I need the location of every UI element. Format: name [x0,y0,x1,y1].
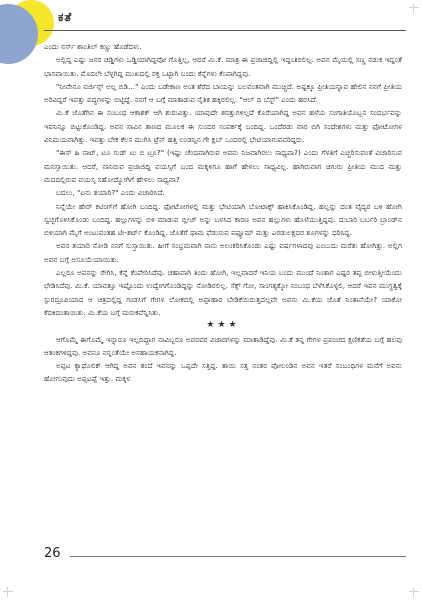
paragraph: ಮಿ.ಕೆ ಜೊತೆಗಿನ ಈ ಸಂಬಂಧ ಆಕಾಶಕ್ ಆಗಿ ಶುರುವಿತ್ತು. ಯಾವುದೇ ಶರತ್ತುಗಳಿಲ್ಲದೆ ಕೊರೆಯಾಗಿದ್ದ ಅವನ ಹಳೆಯ ಸಂಗಾತಿಯೊಬ್ಬನ ಸಂದರ್ಭವನ್ನು ಇವನಿನ್ನೂ ಬಿಟ್ಟುಕೊಂಡಿದ್ದ. ಅವನ ಸಾವಿನ ತಾಣದ ಮೂಲಕ ಈ ಸುಂದರ ಸಂಪರ್ಕಕ್ಕೆ ಬಂದಿದ್ದ. ಒಂದೆರಡು ವಾರ ಬಿಗಿ ಸಂದೇಶಗಳು ಮತ್ತು ಫೋಟೋಗಳ ವಿನಿಮಯವಾಗಿತ್ತು. ಇವತ್ತು ಬೇಕ ಕೆಲಸ ಮುಗಿಸಿ ಟ್ರೆನ್ ಹತ್ತಿ ಲಂಡನ್ನಿನ ಗೇ ಕ್ಲಬ್ ಒಂದರಲ್ಲಿ ಭೇಟಿಯಾಗುವವರಿದ್ದರು. [44,108,402,145]
section-divider: ★★★ [206,320,240,331]
crop-mark-bottom-right [409,587,419,597]
paragraph: ನಿನ್ನೆಯೇ ಹೇರ್ ಕಟಿಂಗ್‌ಗೆ ಹೋಗಿ ಬಂದಿದ್ದ. ಫೋಟೋಗಳಲ್ಲಿ ಮತ್ತು ಭೇಟಿಯಾಗಿ ಬೋಟಾಕ್ಸ್ ಹಾಕಿಸಿಕೊಂಡಿದ್ದ. ಹಲ್ಲನ್ನು ದಂತ ವೈದ್ಯರ ಬಳಿ ಹೋಗಿ ಸ್ವಚ್ಛಗೊಳಿಸಿಕೊಂಡು ಬಂದಿದ್ದ. ಹಲ್ಲುಗಳನ್ನು ಬಿಳಿ ಮಾಡುವ ಬ್ಲೀಚ್ ಅನ್ನು ಬಳಸಿದ ಕಾರಣ ಅವನ ಹಲ್ಲುಗಳು ಹೊಳೆಯುತ್ತಿದ್ದವು. ದುಬಾರಿ ಬರ್ಬರಿ ಬ್ರಾಂಡ್‌ನ ಬಿಳಿಯಾಗಿ ಮೈಗೆ ಅಂಟುವಂತಹ ಟೀ-ಶರ್ಟ್ ಕೊಂಡಿದ್ದ. ಜೊತೆಗೆ ಥಾಮ ಫೆಡುಸುವ ಪಫ್ಯೂಮ್ ಮತ್ತು ಎರಡುಲಕ್ಷದರ ಶೂಗಳನ್ನು ಧರಿಸಿದ್ದ. [44,201,402,238]
paragraph: ಅವನ ತಯಾರಿ ನೋಡಿ ನನಗೆ ಸುಸ್ತಾಯಿತು. ಹೀಗೆ ಸಂಭ್ರಮವಾಗಿ ನಾನು ಅಲಂಕರಿಸಿಕೊಂಡು ಎಷ್ಟು ವರ್ಷಗಳಾದವು ಎಂಬುದು ಮರೆತು ಹೋಗಿತ್ತು. ಅಲ್ಲಿಗ ಅವನ ಬಗ್ಗೆ ಅಸೂಯೆಯಾಯಿತು. [44,241,402,264]
paragraph: ಬದಲು, "ಏನು ತಯಾರಿ?" ಎಂದು ವಿಚಾರಿಸಿದೆ. [56,188,165,198]
crop-mark-bottom-left [3,587,13,597]
paragraph: ಆಗೊಮ್ಮೆ ಈಗೊಮ್ಮೆ ಇನ್ನಾರೂ ಇಲ್ಲದಿದ್ದಾಗ ನಾವಿಬ್ಬರೂ ಅವರವರ ವಿಚಾರಗಳನ್ನು ಮಾತಾಡಿದ್ದೆವು. ಮಿ.ಕೆ ತನ್ನ ಗೇಗಳ ಪ್ರಪಂಚದ ಕ್ಷಣಿಕತೆಯ ಬಗ್ಗೆ ಹಲವು ಆತಂಕಗಳಿದ್ದವು. ಅವನೂ ನನ್ನಂತೆಯೇ ಅಸಹಾಯಕನಾಗಿದ್ದ. [44,334,402,357]
footer-rule [70,556,406,557]
paragraph: ಎಲ್ಲರೂ ಅವನನ್ನು ರೇಗಿಸಿ, ಕೆನ್ನೆ ಕೆಂಪೇರಿಸಿದೆವು. ಚಹಾವಾಗಿ ತಿಂದು ಹೋಗಿ, ಇಲ್ಲವಾದರೆ ಇನಿಯ ಬಂದು ಮುಂದೆ ನಿಂತಾಗ ಎಷ್ಟರ ತಪ್ಪ ಬೀಳುತ್ತೀಯೆಂದು ಛೇಡಿಸಿದೆವು. ಮಿ.ಕೆ. ಯಾವತ್ತೂ ಇಷ್ಟೊಂದು ಉದ್ವೇಗಗೊಂಡಿದ್ದನ್ನು ನೋಡಿರಲಿಲ್ಲ. ಸೆಕ್ಸ್ ಗೋ, ಸಾಂಗತ್ಯಕ್ಕೋ ಸಂಬಂಧ ಬೆಳೆಸಿಕೊಳ್ಳಲಿ, ಆದರೆ ಇವನ ಮುಗ್ಧತ್ವಕ್ಕೆ ಸ್ಪುರದ್ರೂಪಿಯಾದ ಆ ಚಿತ್ರದಲ್ಲಿದ್ದ ಗಂಡಸಿಗೆ ಗೇಗಳ ಲೋಕದಲ್ಲಿ ಅಪ್ಪಾಹಾರ ಬೇಡಿಕೆಯಿರುತ್ತದಲ್ಲವೇ ಅವನು ಮಿ.ಕೆಯ ಜೊತೆ ನಿಂತಾನೆಯೇ? ಯಾಕೋ ಕೆದಕಿದಂತಾಯಿತು. ಮಿ.ಕೆಯ ಬಗ್ಗೆ ಮರುಕವೆನ್ನಿಸಿತು. [44,268,402,317]
paragraph: "ನೀವೇನೂ ವರ್ಜಿನ್ಸ್ ಅಲ್ಲ ಬಿಡಿ…" ಎಂದು ಬಡೇಕಾಣ ಅಂತ ಶೆರೆದ ಬಾಯನ್ನು ಬಲವಂತವಾಗಿ ಮುಚ್ಚಿದೆ. ಅಷ್ಟಕ್ಕೂ ಪ್ರೀತಿಯನ್ನಾವ ಹೇಲಿನ ನನಗೆ ಪ್ರೀತಿಯ ಅರಿವಿದ್ದರೆ ಇವತ್ತು ಪದ್ಧಗಳನ್ನು ಬಿಟ್ಟಿದ್ದೆ. ನನಗೆ ಆ ಬಗ್ಗೆ ಮಾತಾಡುವ ನೈತಿಕ ಹಕ್ಕಿರಲಿಲ್ಲ. "ಆಲ್ ದಿ ಬೆಸ್ಟ್" ಎಂದು ಹರಸಿದೆ. [44,81,402,105]
paragraph: "ಈಸ್ ಹಿ ನಾಟ್, ಟೂ ಗುಡ್ ಟು ಬಿ ಟ್ರೂ?" (ಇಷ್ಟು ಚೆಂದವಾಗಿರುವ ಅವನು ನಿಜವಾಗಿರಲು ಸಾಧ್ಯವಾ?) ಎಂದು ಗೆಳತಿಗೆ ಎಚ್ಚರಿಸುವಂತೆ ವಿಚಾರಿಸುವ ಮನಸ್ಸಾಯಿತು. ಆದರೆ, ನಾನಿರುವ ಪ್ರಜಾಜಿದ್ದಿ ವಯಸ್ಸಿಗೆ ಬಂದ ಮಕ್ಕಳಿಗೂ ಹಾಗೆ ಹೇಳಲು ಸಾಧ್ಯವಿಲ್ಲ. ಹಾಗಿರುವಾಗ ಚಿಗುರು ಪ್ರೀತಿಯ ಮುದ ಮತ್ತು ಮದದಲ್ಲಿರುವ ವಯಸ್ಕ ಸಹೋದ್ಯೋಗಿಗೆ ಹೇಳಲು ಸಾಧ್ಯವಾ? [44,148,402,184]
paragraph: ಅಪ್ಪಟ ಕ್ಯಾಥೊಲಿಕ್ ಆಗಿದ್ದ ಅವನ ತಂದೆ ಇವನನ್ನು ಒಪ್ಪದೇ ಸತ್ತಿದ್ದ. ತಾಯಿ ಸತ್ತ ನಂತರ ಪೋಲಂಡಿನ ಅವನ ಇತರೆ ಸಂಬಂಧಿಗಳ ಮನೆಗೆ ಅವನು ಹೋಗುವುದು ಅಪ್ಪಟಪ್ಪೆ ಇತ್ತು. ಮಕ್ಕಳ [44,361,402,384]
page-number: 26 [44,546,61,561]
header-rule [44,30,406,31]
paragraph: ಎಂದು ನರ್ಸ್ ಶಾಂತಿಲ್ ಕಣ್ಣು ಹೊಡೆದಳು. [44,42,142,51]
paragraph: ಅಲ್ಲಿದ್ದ ಎಷ್ಟು ಜನರ ಚಿಡ್ಡಿಗಳು ಒಡ್ಡಿಯಾಗಿದ್ದವೋ ಗೊತ್ತಿಲ್ಲ, ಆದರೆ ಮಿ.ಕೆ. ಮಾತ್ರ ಈ ಪ್ರಜಾಜಿದ್ದಿಲ್ಲಿ ಇದ್ದಂತಿರಲಿಲ್ಲ. ಅವನ ಮೈಯಲ್ಲಿ ಸಣ್ಣ ನಡುಕ ಇದ್ದಂತೆ ಭಾಸವಾಯಿತು. ಮೊದಲೇ ಬೆಳ್ಳಗಿದ್ದ ಮುಖದಲ್ಲಿ ರಕ್ತ ಒಟ್ಟಾಗಿ ಬಂದು ಕೆನ್ನೆಗಳು ಕೆಂಪಾಗಿದ್ದವು. [44,55,402,78]
crop-mark-top-right [409,3,419,13]
section-title: ಕತೆ [58,10,73,24]
body-text [44,40,402,386]
